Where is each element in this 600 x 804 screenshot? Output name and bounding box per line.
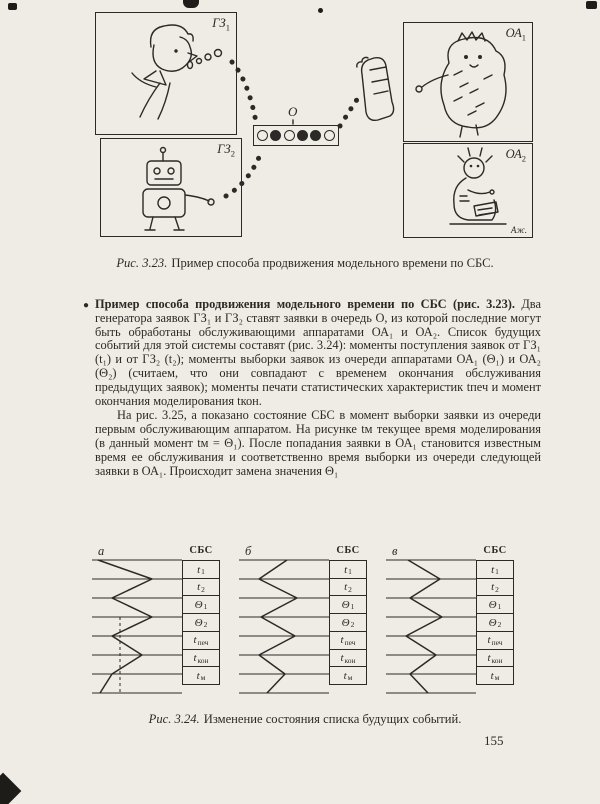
artist-signature: Аж. [510,225,527,235]
event-cell [476,666,514,685]
event-cell-base: t [196,669,200,682]
event-cell-base: Θ [488,616,497,629]
event-cell [182,578,220,597]
figure-3-23 [0,0,600,250]
event-cell-base: t [340,652,344,665]
event-cell-sub: 2 [203,620,208,630]
event-cell-base: Θ [194,616,203,629]
event-cell-base: t [197,581,201,594]
event-cell-sub: 1 [201,567,205,576]
figure-3-24 [90,544,517,700]
event-cell [476,595,514,614]
event-cell-base: t [491,581,495,594]
page-number: 155 [484,733,504,748]
figure-3-24-panel [237,544,370,700]
event-cell-base: t [197,563,201,576]
panel-header: СБС [336,545,360,556]
event-cell-base: t [343,669,347,682]
event-cell-sub: печ [491,637,503,647]
event-cell-sub: 2 [348,584,352,594]
event-cell [476,631,514,650]
event-cell-base: t [344,581,348,594]
event-cell-base: t [344,563,348,576]
panel-label: б [245,544,252,558]
event-list [329,560,367,685]
event-cell [182,595,220,614]
event-cell-base: Θ [194,598,203,611]
event-cell-sub: кон [344,655,356,665]
paragraph-1-rest: Два генератора заявок ГЗ₁ и ГЗ₂ ставят заявки в очередь О, из которой последние могут быть обработаны обслуживающими аппаратами ОА₁ и ОА₂. Список будущих событий для этой системы составят (рис. 3.24): моменты поступления заявок от ГЗ₁ (t₁) и от ГЗ₂ (t₂); моменты выборки заявок из очереди аппаратами ОА₁ (Θ₁) и ОА₂ (Θ₂) (считаем, что они совпадают с временем окончания обслуживания предыдущих заявок); моменты печати статистических характеристик tпеч и момент окончания моделирования tкон. [95,297,541,408]
event-cell-sub: 1 [350,602,355,612]
event-cell-base: t [487,634,491,647]
event-cell-sub: 2 [201,584,205,594]
event-cell [329,578,367,597]
generator-1-label: $ГЗ_1$ [212,16,230,33]
figure-3-23-caption-label: Рис. 3.23. [116,256,168,270]
event-cell [329,560,367,579]
event-cell [182,560,220,579]
event-cell-base: Θ [341,598,350,611]
event-cell-sub: кон [491,655,503,665]
event-cell [182,613,220,632]
event-cell [476,560,514,579]
paragraph-1-lead: Пример способа продвижения модельного времени по СБС (рис. 3.23). [95,297,515,311]
event-cell-sub: 2 [495,584,499,594]
figure-3-24-caption [85,712,525,728]
event-cell-base: t [491,563,495,576]
figure-3-23-caption-text: Пример способа продвижения модельного времени по СБС. [171,256,494,270]
queue-label: О [288,104,298,119]
paragraph-bullet: ● [83,300,90,311]
event-cell-sub: кон [197,655,209,665]
event-cell-sub: 1 [495,567,499,576]
event-list [182,560,220,685]
event-cell-sub: 1 [497,602,502,612]
panel-header: СБС [483,545,507,556]
event-cell [182,649,220,668]
event-cell [329,613,367,632]
event-cell [182,666,220,685]
event-cell-base: t [193,652,197,665]
event-cell-sub: 1 [348,567,352,576]
apparatus-1-label: $ОА_1$ [505,26,526,43]
event-cell-base: Θ [488,598,497,611]
event-cell-sub: 2 [350,620,355,630]
event-cell-base: t [490,669,494,682]
figure-3-24-caption-text: Изменение состояния списка будущих событий. [203,712,462,726]
generator-2-label: $ГЗ_2$ [217,142,235,159]
event-cell-sub: 2 [497,620,502,630]
event-cell [329,595,367,614]
paragraph-1 [95,298,541,408]
event-cell-base: t [193,634,197,647]
apparatus-2-label: $ОА_2$ [505,147,526,164]
body-text [83,297,541,478]
panel-label: в [392,544,398,558]
figure-3-24-panel [90,544,223,700]
scan-artifact [0,773,21,804]
figure-3-23-trails [0,0,600,250]
figure-3-24-panel [384,544,517,700]
event-cell-sub: м [494,673,500,683]
event-cell [329,666,367,685]
event-cell-sub: 1 [203,602,208,612]
event-cell-base: Θ [341,616,350,629]
panel-label: а [98,544,105,558]
event-cell [476,649,514,668]
event-cell-sub: печ [344,637,356,647]
paragraph-2: На рис. 3.25, а показано состояние СБС в момент выборки заявки из очереди первым обслуживающим аппаратом. На рисунке tм текущее время моделирования (в данный момент tм = Θ₁). После попадания заявки в ОА₁ становится известным время ее обслуживания и соответственно время выборки из очереди следующей заявки в ОА₁. Происходит замена значения Θ₁ [95,408,541,478]
event-cell-base: t [340,634,344,647]
event-cell-sub: м [200,673,206,683]
event-list [476,560,514,685]
event-cell-sub: печ [197,637,209,647]
event-cell-base: t [487,652,491,665]
event-cell [329,649,367,668]
event-cell [476,613,514,632]
event-cell [182,631,220,650]
event-cell-sub: м [347,673,353,683]
event-cell [476,578,514,597]
figure-3-24-caption-label: Рис. 3.24. [148,712,200,726]
event-cell [329,631,367,650]
figure-3-23-caption [85,256,525,272]
panel-header: СБС [189,545,213,556]
